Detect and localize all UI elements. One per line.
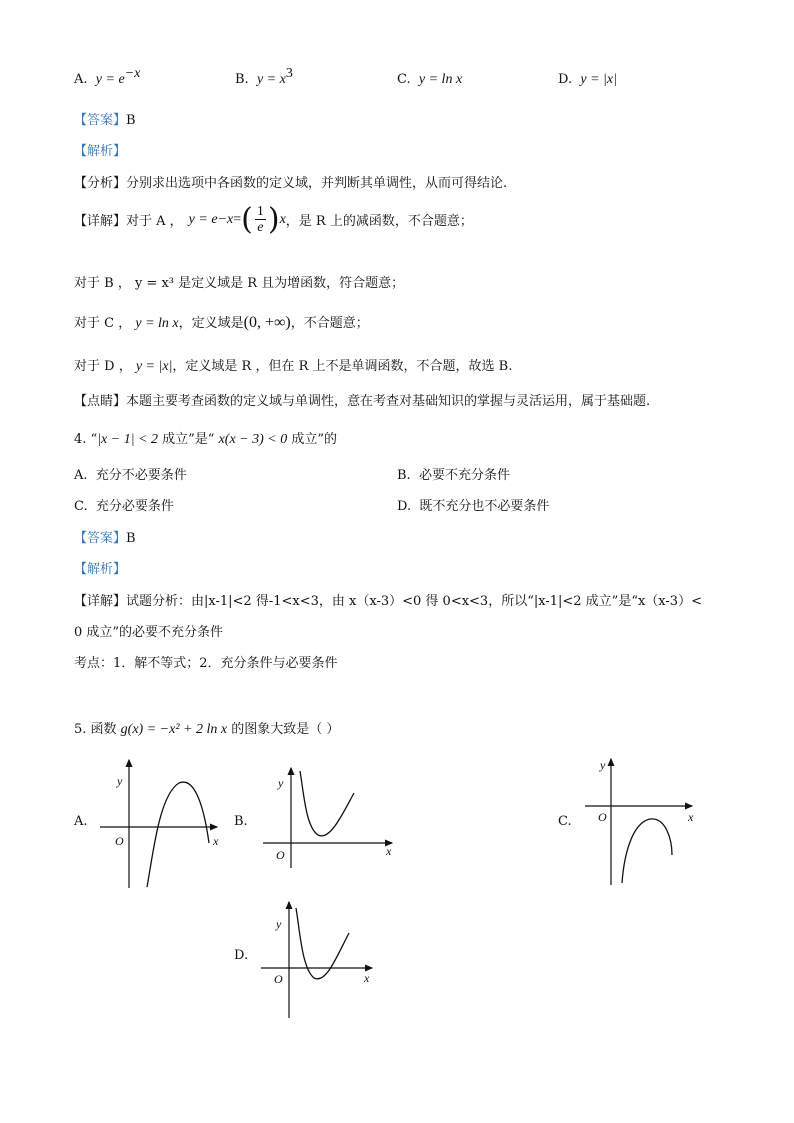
y-label: y xyxy=(276,917,282,931)
x-label: x xyxy=(364,971,370,985)
q3-xiangjie: 【详解】 对于 A ， y = e −x = ( $\frac{1}{e}$ ) x ，是 R 上的减函数，不合题意； xyxy=(74,201,473,237)
x-label: x xyxy=(213,834,219,848)
q3-option-d-expr: y = |x| xyxy=(580,72,617,87)
q3-option-a: A. $y = e^{-x}$ xyxy=(74,66,141,87)
q3-option-d: D. y = |x| xyxy=(558,72,617,87)
q3-answer: 【答案】B xyxy=(74,113,136,128)
q4-analysis-heading: 【解析】 xyxy=(74,562,127,577)
origin-label: O xyxy=(276,848,285,862)
x-label: x xyxy=(386,844,392,858)
q3-option-b-expr: y = x xyxy=(256,72,286,87)
fraction-one-over-e: $\frac{1}{e}$ xyxy=(256,204,264,235)
q3-option-c-expr: y = ln x xyxy=(418,72,463,87)
q4-kaodian: 考点：1．解不等式；2．充分条件与必要条件 xyxy=(74,656,338,671)
right-paren: ) xyxy=(267,201,280,237)
origin-label: O xyxy=(115,834,124,848)
q5-graph-a xyxy=(95,755,230,890)
q5-graph-c-letter: C. xyxy=(558,814,572,829)
q5-graph-d xyxy=(258,898,376,1020)
origin-label: O xyxy=(598,810,607,824)
q3-option-c: C. y = ln x xyxy=(397,72,463,87)
q5-stem: 5. 函数 g(x) = −x² + 2 ln x 的图象大致是（ ） xyxy=(74,722,340,737)
y-label: y xyxy=(278,776,284,790)
q5-graph-b-letter: B. xyxy=(234,814,248,829)
q4-option-a: A. 充分不必要条件 xyxy=(74,468,187,483)
q4-answer: 【答案】B xyxy=(74,531,136,546)
y-label: y xyxy=(600,758,606,772)
q5-graph-a-letter: A. xyxy=(74,814,88,829)
left-paren: ( xyxy=(241,201,253,237)
q5-graph-d-letter: D. xyxy=(234,948,249,963)
curve xyxy=(147,782,209,887)
q5-graph-c xyxy=(582,755,697,887)
y-label: y xyxy=(117,774,123,788)
origin-label: O xyxy=(274,972,283,986)
q3-analysis-heading: 【解析】 xyxy=(74,144,127,159)
q4-xiangjie-line2: 0 成立”的必要不充分条件 xyxy=(74,625,224,640)
q3-option-b: B. $y = x^3$ xyxy=(235,66,293,87)
q4-option-d: D. 既不充分也不必要条件 xyxy=(397,499,550,514)
curve xyxy=(622,819,672,883)
q4-option-c: C. 充分必要条件 xyxy=(74,499,174,514)
curve xyxy=(300,771,354,836)
x-label: x xyxy=(688,810,694,824)
q3-line-d: 对于 D ， y = |x|，定义域是 R ，但在 R 上不是单调函数，不合题，故选 B. xyxy=(74,359,513,374)
q4-option-b: B. 必要不充分条件 xyxy=(397,468,510,483)
q3-fenxi: 【分析】分别求出选项中各函数的定义域，并判断其单调性，从而可得结论. xyxy=(74,176,508,191)
q4-xiangjie-line1: 【详解】试题分析：由|x-1|<2 得-1<x<3，由 x（x-3）<0 得 0<x<3，所以“|x-1|<2 成立”是“x（x-3）< xyxy=(74,594,702,609)
q3-option-a-expr: y = e xyxy=(95,72,125,87)
q4-stem: 4. “|x − 1| < 2 成立”是“ x(x − 3) < 0 成立”的 xyxy=(74,432,337,447)
q3-line-c: 对于 C ， y = ln x，定义域是(0, +∞)，不合题意； xyxy=(74,314,369,331)
q3-dianjing: 【点睛】本题主要考查函数的定义域与单调性，意在考查对基础知识的掌握与灵活运用，属于基础题. xyxy=(74,394,651,409)
q3-line-b: 对于 B ， y = x³ 是定义域是 R 且为增函数，符合题意； xyxy=(74,276,405,291)
q5-graph-b xyxy=(258,765,398,870)
